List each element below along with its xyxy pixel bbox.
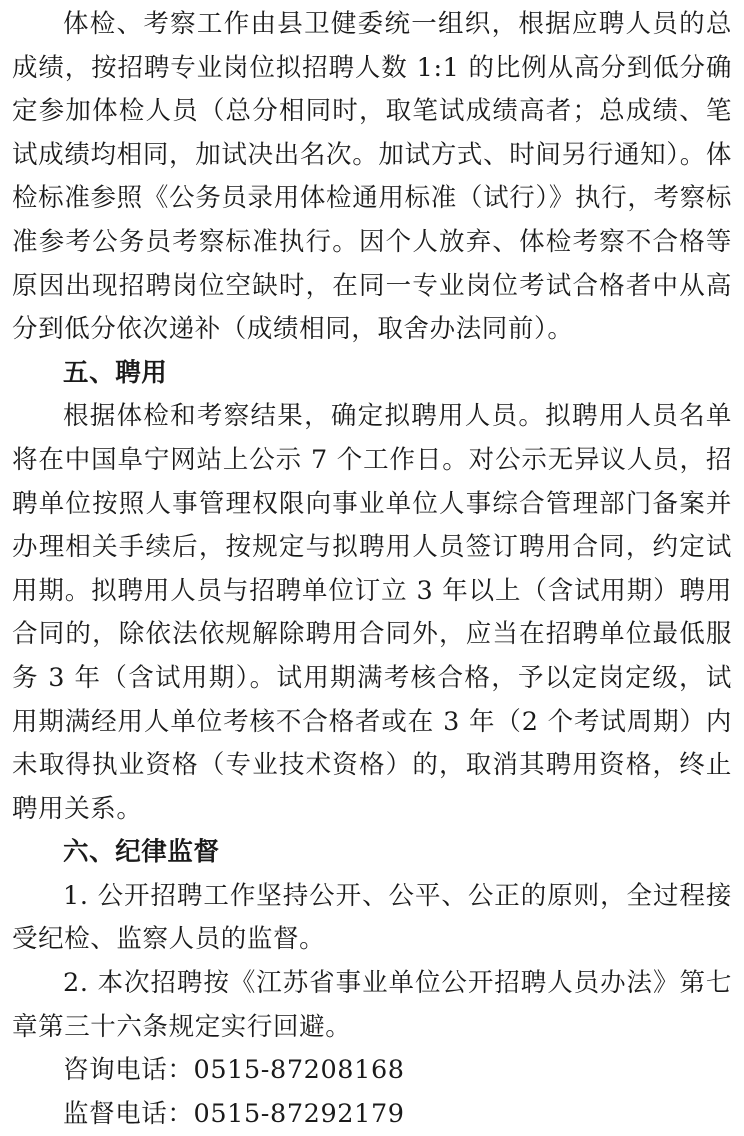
section-heading-employment: 五、聘用	[63, 357, 168, 388]
supervise-phone: 监督电话：0515-87292179	[63, 1098, 405, 1129]
paragraph-medical-exam: 体检、考察工作由县卫健委统一组织，根据应聘人员的总成绩，按招聘专业岗位拟招聘人数 1:1 的比例从高分到低分确定参加体检人员（总分相同时，取笔试成绩高者；总成绩、笔试成绩均相同，加试决出名次。加试方式、时间另行通知）。体检标准参照《公务员录用体检通用标准（试行）》执行，考察标准参考公务员考察标准执行。因个人放弃、体检考察不合格等原因出现招聘岗位空缺时，在同一专业岗位考试合格者中从高分到低分依次递补（成绩相同，取舍办法同前）。	[12, 9, 732, 345]
section-heading-discipline: 六、纪律监督	[63, 837, 220, 868]
paragraph-employment: 根据体检和考察结果，确定拟聘用人员。拟聘用人员名单将在中国阜宁网站上公示 7 个工作日。对公示无异议人员，招聘单位按照人事管理权限向事业单位人事综合管理部门备案并办理相关手续后，按规定与拟聘用人员签订聘用合同，约定试用期。拟聘用人员与招聘单位订立 3 年以上（含试用期）聘用合同的，除依法依规解除聘用合同外，应当在招聘单位最低服务 3 年（含试用期）。试用期满考核合格，予以定岗定级，试用期满经用人单位考核不合格者或在 3 年（2 个考试周期）内未取得执业资格（专业技术资格）的，取消其聘用资格，终止聘用关系。	[12, 401, 732, 824]
paragraph-discipline-2: 2. 本次招聘按《江苏省事业单位公开招聘人员办法》第七章第三十六条规定实行回避。	[12, 968, 732, 1042]
consult-phone: 咨询电话：0515-87208168	[63, 1055, 405, 1086]
paragraph-discipline-1: 1. 公开招聘工作坚持公开、公平、公正的原则，全过程接受纪检、监察人员的监督。	[12, 880, 732, 955]
